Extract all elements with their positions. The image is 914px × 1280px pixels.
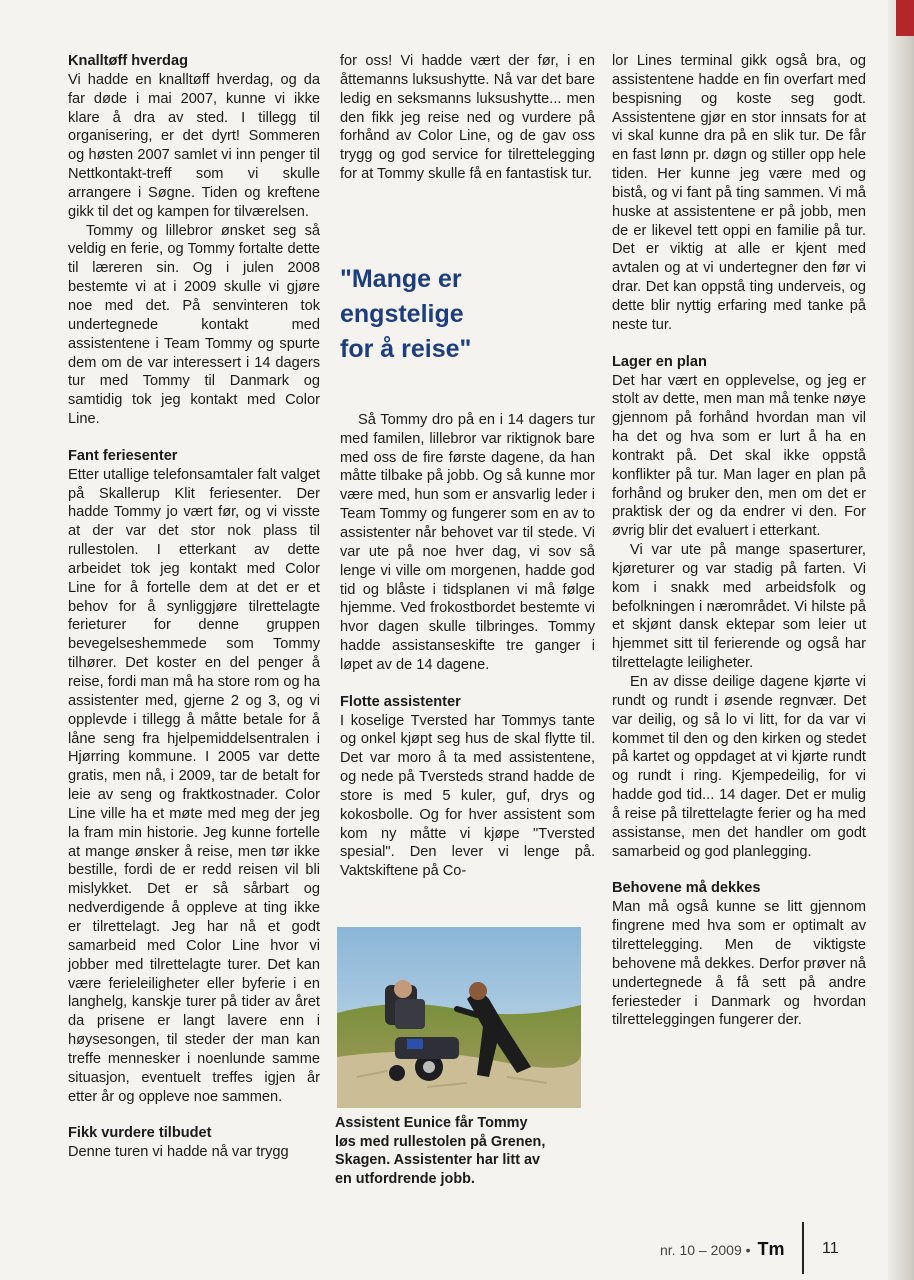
subheading: Flotte assistenter	[340, 693, 461, 710]
column-3	[612, 52, 866, 1030]
beach-photo	[337, 927, 581, 1108]
subheading: Lager en plan	[612, 353, 707, 370]
paragraph: En av disse deilige dagene kjørte vi rundt og rundt i øsende regnvær. Det var deilig, og så lo vi litt, for da var vi kommet til den og den kirken og stedet på kartet og oppdaget at vi kjørte rundt og rundt i ring. Kjempedeilig, for vi hadde god tid... 14 dager. Det er mulig å reise på tilrettelagte ferier og ha med assistanse, men det handler om godt samarbeid og god planlegging.	[612, 674, 866, 860]
paragraph: Så Tommy dro på en i 14 dagers tur med familen, lillebror var riktignok bare med oss de fire første dagene, da han måtte tilbake på jobb. Og så kunne mor være med, hun som er ansvarlig leder i Team Tommy og fungerer som en av to assistenter når behovet var til stede. Vi var ute på noe hver dag, vi sov så lenge vi ville om morgenen, hadde god tid og blåste i tidsplanen vi må følge hjemme. Ved frokostbordet bestemte vi hvor dagen skulle tilbringes. Tommy hadde assistanseskifte tre ganger i løpet av de 14 dagene.	[340, 411, 595, 673]
subheading: Behovene må dekkes	[612, 880, 761, 897]
column-2	[340, 52, 595, 881]
neighbor-page-corner	[896, 0, 914, 36]
paragraph: for oss! Vi hadde vært der før, i en åttemanns luksushytte. Nå var det bare ledig en seksmanns luksushytte... men den fikk jeg reise ned og vurdere på forhånd av Color Line, og de gav oss trygg og god service for tilrettelegging for at Tommy skulle få en fantastisk tur.	[340, 53, 595, 183]
footer-folio	[660, 1238, 785, 1260]
paragraph: Etter utallige telefonsamtaler falt valget på Skallerup Klit feriesenter. Der hadde Tommy jo vært før, og vi visste at der var det stor nok plass til rullestolen. I etterkant av dette arbeidet tok jeg kontakt med Color Line for å fortelle dem at det er et behov for å synliggjøre tilrettelagte ferieturer for denne gruppen bevegelseshemmede som Tommy tilhører. Det koster en del penger å reise, fordi man må ha store rom og ha assistenter med, gjerne 2 og 3, og vi opplevde i tillegg å måtte betale for å låne seng fra hjelpemiddelsentralen i Hjørring kommune. I 2005 var dette gratis, men nå, i 2009, tar de betalt for leie av seng og fraktkostnader. Color Line ville ha et møte med meg der jeg la fram min historie. Jeg kunne fortelle at mange ønsker å reise, men tør ikke bestille, fordi de er redd reisen vil bli mislykket. Det er så sårbart og nedverdigende å oppleve at ting ikke er tilrettelagt. Jeg har nå et godt samarbeid med Color Line hvor vi jobber med tilrettelagte turer. Det kan være ferieleiligheter eller byferie i en langhelg, kanskje turer på tider av året da prisene er langt lavere enn i høysesongen, til steder der man kan treffe mennesker i noenlunde samme situasjon, eventuelt treffes igjen år etter år og oppleve noe sammen.	[68, 466, 320, 1105]
subheading: Fant feriesenter	[68, 447, 178, 464]
paragraph: lor Lines terminal gikk også bra, og assistentene hadde en fin overfart med bespisning og koste seg godt. Assistentene gjør en stor innsats for at vi skal kunne dra på en slik tur. De får en fast lønn pr. døgn og stiller opp hele tiden. Her kunne jeg være med og bistå, og vi fant på ting sammen. Vi må huske at assistentene er på jobb, men de er likevel tett oppi en familie på tur. Det er viktig at alle er kjent med avtalen og at vi undertegner den før vi drar. Det kan oppstå ting underveis, og dette blir nyttig erfaring med tanke på neste tur.	[612, 53, 866, 333]
page-number: 11	[822, 1240, 839, 1257]
paragraph: I koselige Tversted har Tommys tante og onkel kjøpt seg hus de skal flytte til. Det var moro å ta med assistentene, og nede på Tversteds strand hadde de store is med 5 kuler, guf, drys og kokosbolle. Og for hver assistent som kom ny måtte vi kjøpe "Tversted spesial". Den lever vi lenge på. Vaktskiftene på Co-	[340, 712, 595, 880]
paragraph: Vi var ute på mange spaserturer, kjøreturer og var stadig på farten. Vi kom i snakk med arbeidsfolk og befolkningen i nærområdet. Vi hilste på et skjønt dansk ektepar som leier ut hjemmet sitt til ferierende og også har tilrettelagte leiligheter.	[612, 542, 866, 672]
page-edge	[888, 0, 914, 1280]
photo-caption: Assistent Eunice får Tommy løs med rullestolen på Grenen, Skagen. Assistenter har litt av en utfordrende jobb.	[335, 1115, 546, 1187]
pull-quote: "Mange er engstelige for å reise"	[340, 264, 472, 363]
paragraph: Man må også kunne se litt gjennom fingrene med hva som er optimalt av tilrettelegging. Men de viktigste behovene må dekkes. Derfor prøver nå undertegnede å få sett på andre feriesteder i Danmark og hvordan tilretteleggingen fungerer der.	[612, 899, 866, 1029]
paragraph: Tommy og lillebror ønsket seg så veldig en ferie, og Tommy fortalte dette til læreren sin. Og i julen 2008 bestemte vi at i 2009 skulle vi gjøre noe med det. På senvinteren tok undertegnede kontakt med assistentene i Team Tommy og spurte dem om de var interessert i 14 dagers tur med Tommy til Danmark og samtidig tok jeg kontakt med Color Line.	[68, 222, 320, 428]
paragraph: Vi hadde en knalltøff hverdag, og da far døde i mai 2007, kunne vi ikke klare å dra av sted. I tillegg til organisering, er det dyrt! Sommeren og høsten 2007 samlet vi inn penger til Nettkontakt-treff som vi skulle arrangere i Søgne. Tiden og kreftene gikk til det og kampen for tilværelsen.	[68, 71, 320, 220]
paragraph: Denne turen vi hadde nå var trygg	[68, 1144, 289, 1161]
column-1	[68, 52, 320, 1162]
subheading: Knalltøff hverdag	[68, 53, 188, 69]
paragraph: Det har vært en opplevelse, og jeg er stolt av dette, men man må tenke nøye gjennom på forhånd hvordan man vil ha det og hva som er lurt å ha en kontrakt på. Det skal ikke oppstå konflikter på tur. Man lager en plan på forhånd og bruker den, men om det er praktisk der og da endrer vi den. For øvrig blir det evaluert i etterkant.	[612, 372, 866, 540]
subheading: Fikk vurdere tilbudet	[68, 1125, 212, 1142]
magazine-logo: Tm	[757, 1239, 785, 1259]
issue-number: nr. 10 – 2009 •	[660, 1242, 751, 1258]
footer-divider	[802, 1222, 804, 1274]
